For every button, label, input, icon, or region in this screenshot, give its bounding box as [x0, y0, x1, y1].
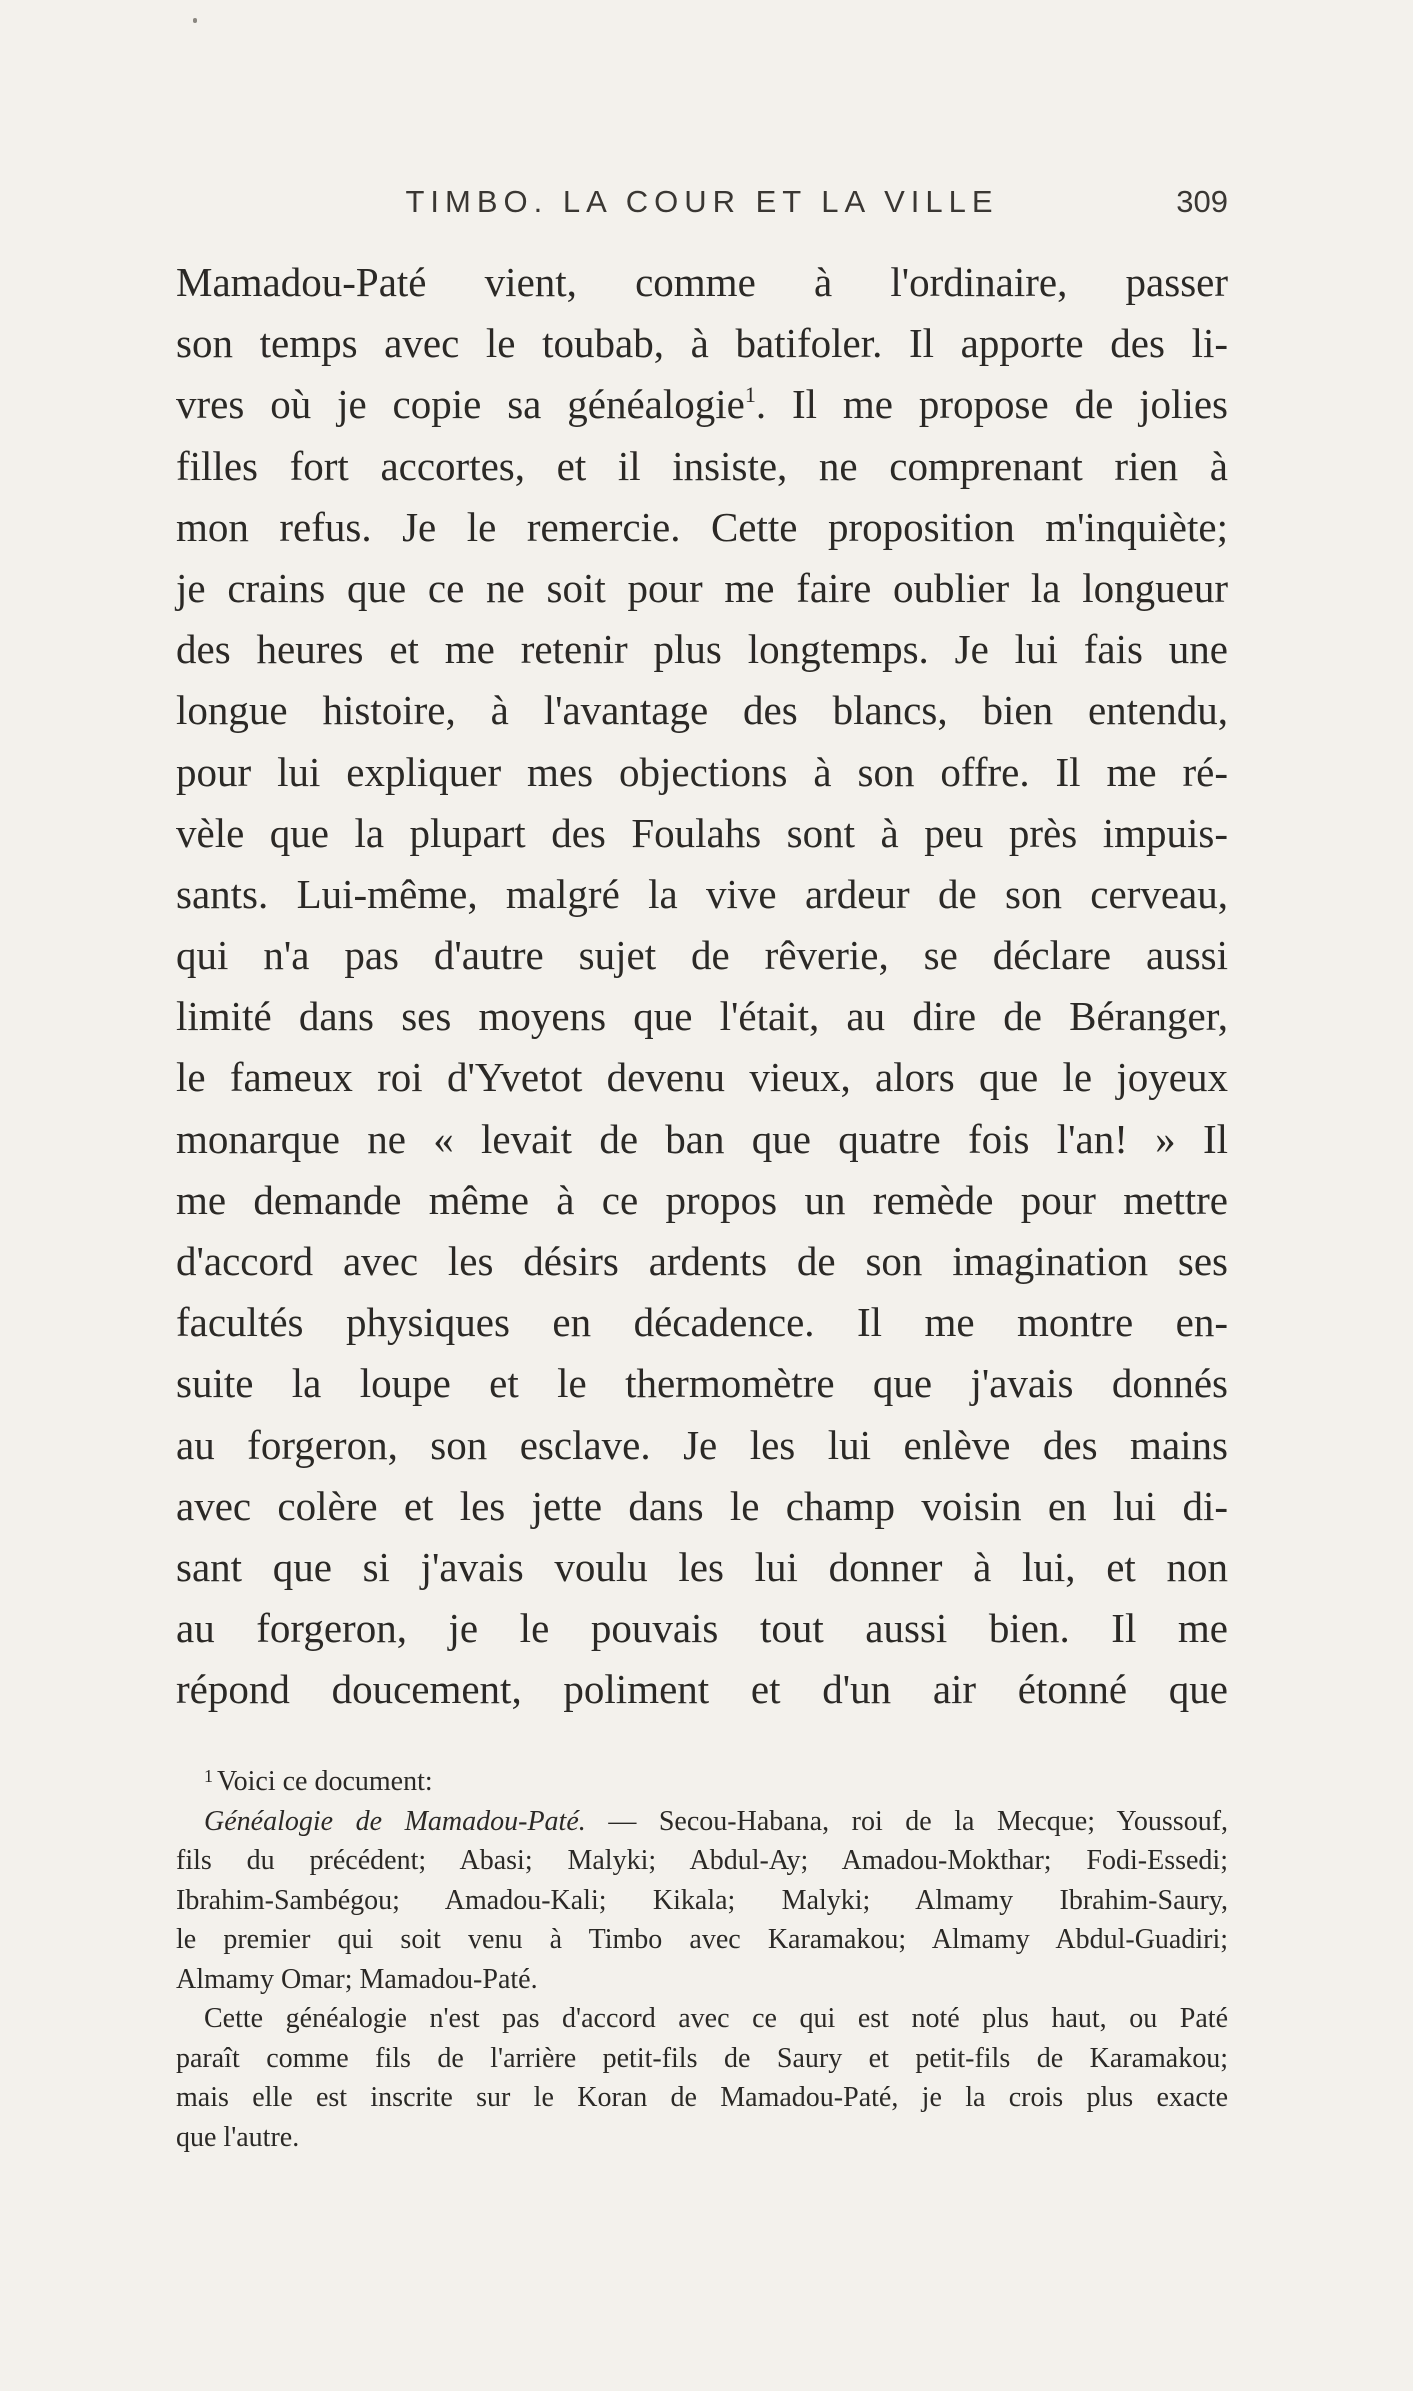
- running-head: [176, 184, 1228, 224]
- body-line: sant que si j'avais voulu les lui donner à lui, et non: [176, 1543, 1228, 1590]
- body-line: sants. Lui-même, malgré la vive ardeur de son cerveau,: [176, 870, 1228, 917]
- body-line: des heures et me retenir plus longtemps. Je lui fais une: [176, 626, 1228, 673]
- body-line: vèle que la plupart des Foulahs sont à peu près impuis-: [176, 809, 1228, 856]
- footnote-line: Ibrahim-Sambégou; Amadou-Kali; Kikala; Malyki; Almamy Ibrahim-Saury,: [176, 1884, 1228, 1916]
- running-title: TIMBO. LA COUR ET LA VILLE: [405, 184, 999, 219]
- footnote-reference: 1: [744, 382, 756, 408]
- body-line: mon refus. Je le remercie. Cette proposition m'inquiète;: [176, 503, 1228, 550]
- body-line: au forgeron, son esclave. Je les lui enlève des mains: [176, 1421, 1228, 1468]
- footnote-marker: 1: [204, 1766, 213, 1786]
- footnote-line: [176, 1802, 1228, 1842]
- footnote-line: mais elle est inscrite sur le Koran de Mamadou-Paté, je la crois plus exacte: [176, 2082, 1228, 2113]
- footnote-line: Cette généalogie n'est pas d'accord avec ce qui est noté plus haut, ou Paté: [204, 2003, 1228, 2034]
- body-line: me demande même à ce propos un remède pour mettre: [176, 1176, 1228, 1223]
- body-line: pour lui expliquer mes objections à son offre. Il me ré-: [176, 748, 1228, 795]
- body-line: limité dans ses moyens que l'était, au dire de Béranger,: [176, 993, 1228, 1040]
- body-line: qui n'a pas d'autre sujet de rêverie, se déclare aussi: [176, 932, 1228, 979]
- genealogy-title: Généalogie de Mamadou-Paté.: [204, 1805, 586, 1837]
- body-line-tail: . Il me propose de jolies: [755, 381, 1228, 428]
- footnote-line: Almamy Omar; Mamadou-Paté.: [176, 1963, 538, 1995]
- body-line: d'accord avec les désirs ardents de son imagination ses: [176, 1238, 1228, 1284]
- footnote-intro-text: Voici ce document:: [217, 1766, 433, 1797]
- body-line: filles fort accortes, et il insiste, ne comprenant rien à: [176, 442, 1228, 489]
- genealogy-text: — Secou-Habana, roi de la Mecque; Youssouf,: [608, 1805, 1229, 1837]
- body-line-with-note-ref: [176, 374, 1228, 435]
- body-line: répond doucement, poliment et d'un air étonné que: [176, 1666, 1228, 1713]
- body-line: je crains que ce ne soit pour me faire oublier la longueur: [176, 564, 1228, 611]
- body-line: avec colère et les jette dans le champ voisin en lui di-: [176, 1482, 1228, 1529]
- body-line: son temps avec le toubab, à batifoler. Il apporte des li-: [176, 320, 1228, 367]
- body-line-text: vres où je copie sa généalogie: [176, 381, 745, 428]
- footnote-intro: [176, 1762, 1228, 1802]
- body-line: suite la loupe et le thermomètre que j'avais donnés: [176, 1360, 1228, 1407]
- body-line: monarque ne « levait de ban que quatre fois l'an! » Il: [176, 1115, 1228, 1162]
- body-line: facultés physiques en décadence. Il me montre en-: [176, 1299, 1228, 1346]
- footnote-line: paraît comme fils de l'arrière petit-fils de Saury et petit-fils de Karamakou;: [176, 2042, 1228, 2074]
- body-line: longue histoire, à l'avantage des blancs, bien entendu,: [176, 687, 1228, 734]
- body-text: [176, 252, 1228, 1721]
- footnote-block: [176, 1762, 1228, 2157]
- footnote-line: le premier qui soit venu à Timbo avec Karamakou; Almamy Abdul-Guadiri;: [176, 1924, 1228, 1955]
- body-line: le fameux roi d'Yvetot devenu vieux, alors que le joyeux: [176, 1054, 1228, 1101]
- body-line: Mamadou-Paté vient, comme à l'ordinaire, passer: [176, 259, 1228, 305]
- ink-speck: [193, 18, 197, 23]
- body-line: au forgeron, je le pouvais tout aussi bien. Il me: [176, 1605, 1228, 1652]
- footnote-line: que l'autre.: [176, 2121, 300, 2153]
- footnote-line: fils du précédent; Abasi; Malyki; Abdul-Ay; Amadou-Mokthar; Fodi-Essedi;: [176, 1845, 1228, 1876]
- page-number: 309: [1176, 184, 1228, 219]
